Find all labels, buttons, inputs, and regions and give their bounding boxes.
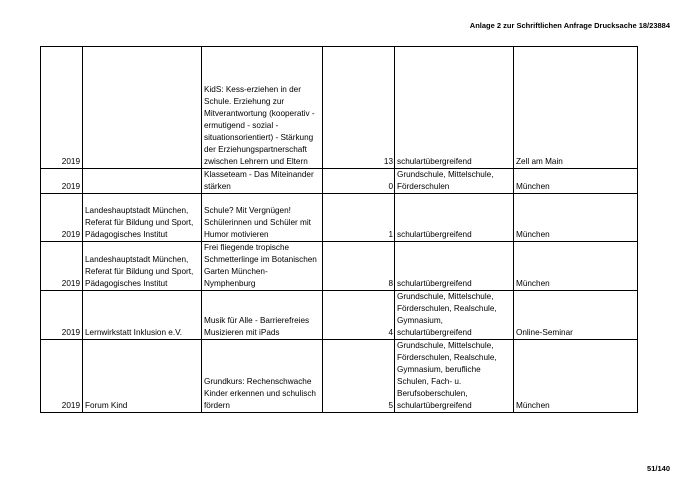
cell-line: Förderschulen, Realschule, bbox=[397, 353, 497, 362]
table-row bbox=[41, 340, 638, 413]
data-table bbox=[40, 46, 638, 413]
cell-line: schulartübergreifend bbox=[397, 328, 472, 337]
cell-line: schulartübergreifend bbox=[397, 401, 472, 410]
cell-line: Berufsoberschulen, bbox=[397, 389, 468, 398]
table-row bbox=[41, 291, 638, 340]
cell-line: Mitverantwortung (kooperativ - bbox=[204, 109, 315, 118]
cell-line: Frei fliegende tropische bbox=[204, 243, 290, 252]
school-type-cell bbox=[395, 242, 514, 291]
table-row bbox=[41, 194, 638, 242]
provider-cell bbox=[83, 169, 202, 194]
year-cell: 2019 bbox=[41, 47, 83, 169]
cell-line: Kinder erkennen und schulisch bbox=[204, 389, 316, 398]
cell-line: Forum Kind bbox=[85, 401, 128, 410]
title-cell bbox=[202, 169, 323, 194]
provider-cell bbox=[83, 242, 202, 291]
cell-line: Förderschulen bbox=[397, 182, 450, 191]
year-cell: 2019 bbox=[41, 194, 83, 242]
cell-line: Musizieren mit iPads bbox=[204, 328, 280, 337]
cell-line: stärken bbox=[204, 182, 231, 191]
count-cell: 13 bbox=[323, 47, 395, 169]
location-cell: Online-Seminar bbox=[514, 291, 638, 340]
table-row bbox=[41, 47, 638, 169]
school-type-cell bbox=[395, 47, 514, 169]
document-header: Anlage 2 zur Schriftlichen Anfrage Drucksache 18/23884 bbox=[469, 21, 670, 30]
title-cell bbox=[202, 291, 323, 340]
page-number: 51/140 bbox=[647, 464, 670, 473]
cell-line: fördern bbox=[204, 401, 230, 410]
count-cell: 0 bbox=[323, 169, 395, 194]
school-type-cell bbox=[395, 291, 514, 340]
cell-line: Klasseteam - Das Miteinander bbox=[204, 170, 314, 179]
school-type-cell bbox=[395, 340, 514, 413]
location-cell: München bbox=[514, 242, 638, 291]
cell-line: Musik für Alle - Barrierefreies bbox=[204, 316, 310, 325]
provider-cell bbox=[83, 194, 202, 242]
provider-cell bbox=[83, 47, 202, 169]
cell-line: Schulen, Fach- u. bbox=[397, 377, 462, 386]
cell-line: Schülerinnen und Schüler mit bbox=[204, 218, 311, 227]
cell-line: schulartübergreifend bbox=[397, 279, 472, 288]
year-cell: 2019 bbox=[41, 291, 83, 340]
count-cell: 8 bbox=[323, 242, 395, 291]
title-cell bbox=[202, 242, 323, 291]
cell-line: Gymnasium, bbox=[397, 316, 443, 325]
cell-line: ermutigend - sozial - bbox=[204, 121, 279, 130]
location-cell: München bbox=[514, 194, 638, 242]
cell-line: Förderschulen, Realschule, bbox=[397, 304, 497, 313]
cell-line: Gymnasium, berufliche bbox=[397, 365, 481, 374]
cell-line: Landeshauptstadt München, bbox=[85, 206, 189, 215]
cell-line: der Erziehungspartnerschaft bbox=[204, 145, 307, 154]
count-cell: 5 bbox=[323, 340, 395, 413]
year-cell: 2019 bbox=[41, 340, 83, 413]
school-type-cell bbox=[395, 194, 514, 242]
cell-line: Schule. Erziehung zur bbox=[204, 97, 285, 106]
cell-line: Garten München- bbox=[204, 267, 268, 276]
title-cell bbox=[202, 47, 323, 169]
cell-line: Grundschule, Mittelschule, bbox=[397, 292, 494, 301]
count-cell: 1 bbox=[323, 194, 395, 242]
cell-line: Grundkurs: Rechenschwache bbox=[204, 377, 312, 386]
cell-line: schulartübergreifend bbox=[397, 157, 472, 166]
cell-line: zwischen Lehrern und Eltern bbox=[204, 157, 308, 166]
location-cell: München bbox=[514, 340, 638, 413]
cell-line: Schmetterlinge im Botanischen bbox=[204, 255, 317, 264]
cell-line: Pädagogisches Institut bbox=[85, 230, 168, 239]
school-type-cell bbox=[395, 169, 514, 194]
title-cell bbox=[202, 340, 323, 413]
provider-cell bbox=[83, 291, 202, 340]
cell-line: Humor motivieren bbox=[204, 230, 269, 239]
table-row bbox=[41, 169, 638, 194]
cell-line: Grundschule, Mittelschule, bbox=[397, 170, 494, 179]
cell-line: Landeshauptstadt München, bbox=[85, 255, 189, 264]
cell-line: Schule? Mit Vergnügen! bbox=[204, 206, 291, 215]
title-cell bbox=[202, 194, 323, 242]
cell-line: situationsorientiert) - Stärkung bbox=[204, 133, 314, 142]
location-cell: Zell am Main bbox=[514, 47, 638, 169]
cell-line: Lernwirkstatt Inklusion e.V. bbox=[85, 328, 183, 337]
table-row bbox=[41, 242, 638, 291]
cell-line: Pädagogisches Institut bbox=[85, 279, 168, 288]
cell-line: Nymphenburg bbox=[204, 279, 256, 288]
count-cell: 4 bbox=[323, 291, 395, 340]
cell-line: schulartübergreifend bbox=[397, 230, 472, 239]
provider-cell bbox=[83, 340, 202, 413]
cell-line: KidS: Kess-erziehen in der bbox=[204, 85, 301, 94]
year-cell: 2019 bbox=[41, 242, 83, 291]
cell-line: Referat für Bildung und Sport, bbox=[85, 218, 194, 227]
year-cell: 2019 bbox=[41, 169, 83, 194]
location-cell: München bbox=[514, 169, 638, 194]
cell-line: Referat für Bildung und Sport, bbox=[85, 267, 194, 276]
cell-line: Grundschule, Mittelschule, bbox=[397, 341, 494, 350]
